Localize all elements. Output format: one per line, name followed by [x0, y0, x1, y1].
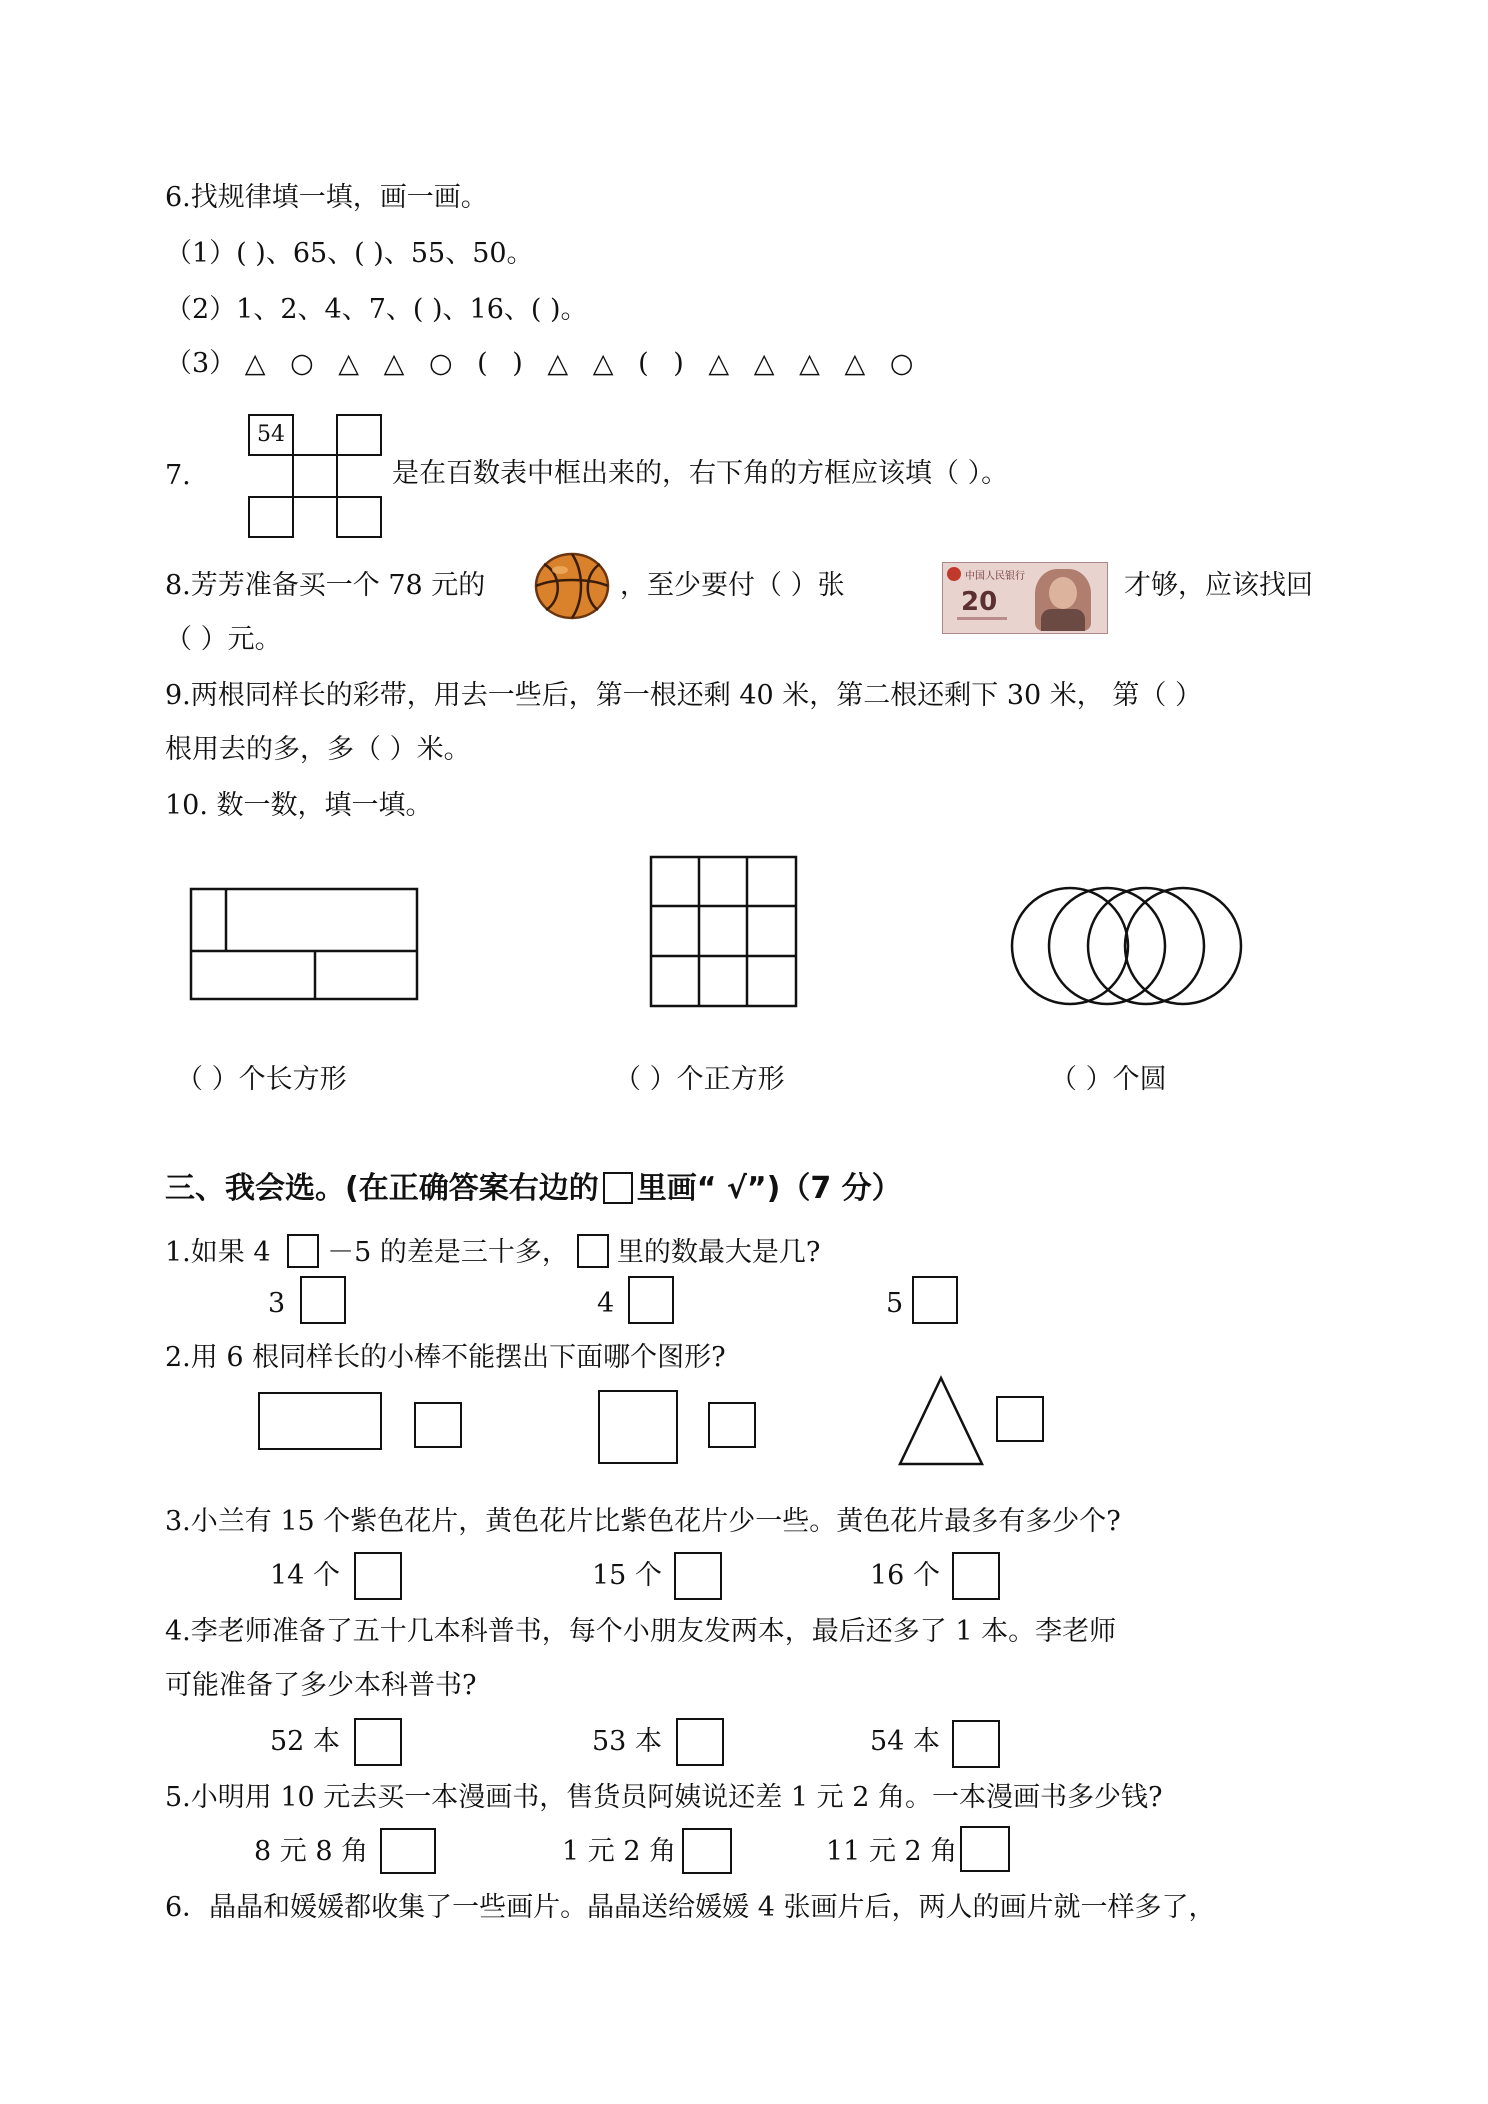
q7-text: 是在百数表中框出来的，右下角的方框应该填（ ）。: [392, 458, 1009, 489]
square-shape: [598, 1390, 678, 1464]
s3-q4-option-label: 52 本: [270, 1726, 340, 1757]
s3-q4-line2: 可能准备了多少本科普书?: [165, 1670, 477, 1701]
seq-item: △: [799, 348, 828, 379]
q6-part2: （2）1、2、4、7、( )、16、( )。: [165, 294, 588, 325]
circle-count-label[interactable]: （ ）个圆: [1050, 1064, 1167, 1095]
q8-text-b: ，至少要付（ ）张: [620, 570, 845, 601]
s3-q5-option-label: 11 元 2 角: [826, 1836, 958, 1867]
q9-line1: 9.两根同样长的彩带，用去一些后，第一根还剩 40 米，第二根还剩下 30 米， 第（ ）: [165, 680, 1202, 711]
seq-blank[interactable]: ( ): [477, 348, 531, 379]
seq-item: △: [592, 348, 622, 379]
q6-part1: （1）( )、65、( )、55、50。: [165, 238, 534, 269]
q8-text-d: （ ）元。: [165, 624, 282, 655]
squares-grid-figure: [650, 856, 798, 1008]
s3-q2-option-checkbox[interactable]: [996, 1396, 1044, 1442]
seq-item: △: [338, 348, 368, 379]
s3-q1-option-checkbox[interactable]: [912, 1276, 958, 1324]
s3-q4-option-checkbox[interactable]: [354, 1718, 402, 1766]
s3-q3-option-checkbox[interactable]: [952, 1552, 1000, 1600]
s3-q3-option-checkbox[interactable]: [674, 1552, 722, 1600]
rectangle-shape: [258, 1392, 382, 1450]
s3-q4-option-label: 53 本: [592, 1726, 662, 1757]
seq-blank[interactable]: ( ): [638, 348, 692, 379]
rectangle-count-label[interactable]: （ ）个长方形: [176, 1064, 347, 1095]
grid-cell-target[interactable]: [336, 496, 382, 538]
seq-item: △: [708, 348, 738, 379]
s3-q5-option-checkbox[interactable]: [960, 1826, 1010, 1872]
s3-q6-text: 6．晶晶和媛媛都收集了一些画片。晶晶送给媛媛 4 张画片后，两人的画片就一样多了，: [165, 1892, 1216, 1923]
q6-part3-prefix: （3）: [165, 348, 237, 379]
s3-q3-option-label: 15 个: [592, 1560, 662, 1591]
section3-heading-b: 里画“ √”)（7 分）: [636, 1171, 902, 1206]
s3-q4-option-checkbox[interactable]: [952, 1720, 1000, 1768]
digit-box[interactable]: [577, 1234, 609, 1268]
seq-item: ○: [889, 348, 922, 379]
answer-box-icon: [603, 1172, 633, 1204]
s3-q1-text-a: 1.如果 4: [165, 1237, 271, 1268]
hundred-chart-fragment: [248, 414, 384, 540]
s3-q5-option-label: 8 元 8 角: [254, 1836, 369, 1867]
s3-q5-text: 5.小明用 10 元去买一本漫画书，售货员阿姨说还差 1 元 2 角。一本漫画书多少钱?: [165, 1782, 1163, 1813]
s3-q1-text: [165, 1234, 820, 1268]
q9-line2: 根用去的多，多（ ）米。: [165, 734, 471, 765]
s3-q1-option-label: 5: [886, 1288, 904, 1319]
s3-q1-text-b: －5 的差是三十多，: [327, 1237, 569, 1268]
seq-item: △: [844, 348, 874, 379]
s3-q1-text-c: 里的数最大是几?: [616, 1237, 821, 1268]
section3-heading: [165, 1172, 902, 1204]
s3-q1-option-label: 4: [597, 1288, 615, 1319]
seq-item: △: [244, 348, 274, 379]
s3-q3-text: 3.小兰有 15 个紫色花片，黄色花片比紫色花片少一些。黄色花片最多有多少个?: [165, 1506, 1121, 1537]
s3-q4-option-label: 54 本: [870, 1726, 940, 1757]
banknote-value: 20: [961, 587, 998, 617]
s3-q4-line1: 4.李老师准备了五十几本科普书，每个小朋友发两本，最后还多了 1 本。李老师: [165, 1616, 1117, 1647]
s3-q2-option-checkbox[interactable]: [708, 1402, 756, 1448]
s3-q3-option-label: 16 个: [870, 1560, 940, 1591]
s3-q2-option-checkbox[interactable]: [414, 1402, 462, 1448]
rectangles-figure: [190, 888, 420, 1002]
s3-q4-option-checkbox[interactable]: [676, 1718, 724, 1766]
s3-q3-option-label: 14 个: [270, 1560, 340, 1591]
s3-q1-option-checkbox[interactable]: [628, 1276, 674, 1324]
s3-q5-option-checkbox[interactable]: [682, 1828, 732, 1874]
seq-item: △: [383, 348, 413, 379]
grid-cell: [248, 496, 294, 538]
q7-number: 7.: [165, 460, 191, 491]
circles-figure: [1010, 886, 1244, 1006]
digit-box[interactable]: [287, 1234, 319, 1268]
s3-q1-option-label: 3: [268, 1288, 286, 1319]
basketball-icon: [534, 552, 610, 620]
s3-q5-option-checkbox[interactable]: [380, 1828, 436, 1874]
banknote-20-yuan-icon: [942, 562, 1108, 634]
seq-item: ○: [290, 348, 322, 379]
seq-item: △: [547, 348, 577, 379]
banknote-portrait: [1035, 569, 1091, 631]
q10-title: 10. 数一数，填一填。: [165, 790, 433, 821]
seq-item: △: [753, 348, 783, 379]
square-count-label[interactable]: （ ）个正方形: [614, 1064, 785, 1095]
q6-part3: [165, 350, 921, 377]
section3-heading-a: 三、我会选。(在正确答案右边的: [165, 1171, 599, 1206]
q8-text-c: 才够，应该找回: [1124, 570, 1313, 601]
triangle-shape: [898, 1376, 984, 1466]
q8-text-a: 8.芳芳准备买一个 78 元的: [165, 570, 486, 601]
s3-q3-option-checkbox[interactable]: [354, 1552, 402, 1600]
s3-q2-text: 2.用 6 根同样长的小棒不能摆出下面哪个图形?: [165, 1342, 726, 1373]
grid-cell-54: [248, 414, 294, 456]
grid-cell: [336, 414, 382, 456]
q6-part3-sequence: [245, 348, 922, 379]
banknote-caption: 中国人民银行: [965, 571, 1025, 582]
seq-item: ○: [429, 348, 461, 379]
q6-title: 6.找规律填一填，画一画。: [165, 182, 488, 213]
grid-cell-value: 54: [257, 422, 285, 447]
grid-cell: [292, 454, 338, 498]
s3-q5-option-label: 1 元 2 角: [562, 1836, 677, 1867]
s3-q1-option-checkbox[interactable]: [300, 1276, 346, 1324]
